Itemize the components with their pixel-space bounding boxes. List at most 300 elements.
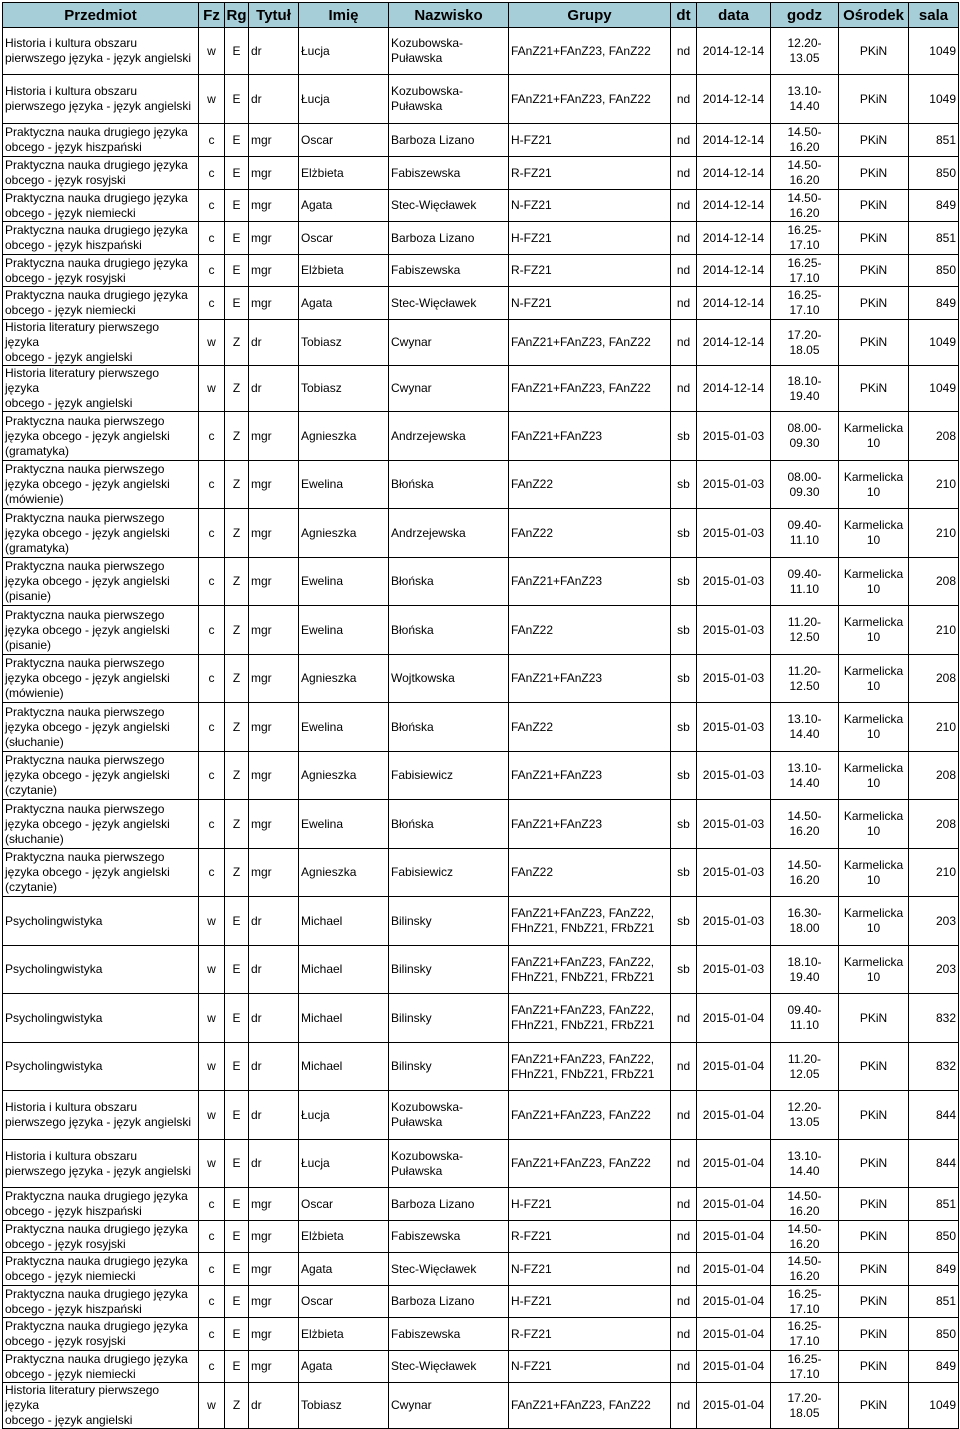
cell-rg: Z	[225, 800, 249, 849]
cell-fz: c	[199, 606, 225, 655]
cell-rg: Z	[225, 655, 249, 703]
cell-grupy: FAnZ22	[509, 606, 671, 655]
cell-fz: c	[199, 509, 225, 558]
cell-dt: sb	[671, 752, 697, 800]
cell-data: 2015-01-03	[697, 509, 771, 558]
cell-sala: 832	[909, 1043, 959, 1091]
cell-tytul: dr	[249, 1043, 299, 1091]
cell-fz: c	[199, 157, 225, 190]
cell-imie: Elżbieta	[299, 1221, 389, 1253]
cell-przedmiot: Historia i kultura obszaru pierwszego języka - język angielski	[3, 75, 199, 124]
cell-godz: 14.50-16.20	[771, 849, 839, 897]
cell-przedmiot: Praktyczna nauka drugiego języka obcego - język hiszpański	[3, 1188, 199, 1221]
cell-rg: E	[225, 897, 249, 946]
cell-tytul: dr	[249, 946, 299, 994]
cell-fz: w	[199, 320, 225, 366]
table-row	[3, 124, 959, 157]
cell-godz: 18.10-19.40	[771, 946, 839, 994]
cell-dt: nd	[671, 1253, 697, 1286]
cell-data: 2015-01-04	[697, 1318, 771, 1351]
cell-fz: c	[199, 287, 225, 320]
cell-tytul: dr	[249, 320, 299, 366]
cell-rg: Z	[225, 558, 249, 606]
cell-godz: 12.20-13.05	[771, 28, 839, 75]
cell-imie: Elżbieta	[299, 255, 389, 287]
cell-imie: Agnieszka	[299, 849, 389, 897]
table-row	[3, 255, 959, 287]
cell-osrodek: PKiN	[839, 1351, 909, 1383]
cell-imie: Agata	[299, 190, 389, 222]
cell-przedmiot: Praktyczna nauka pierwszego języka obcego - język angielski (gramatyka)	[3, 412, 199, 461]
cell-data: 2015-01-04	[697, 1383, 771, 1429]
cell-dt: nd	[671, 1188, 697, 1221]
cell-przedmiot: Praktyczna nauka pierwszego języka obcego - język angielski (pisanie)	[3, 558, 199, 606]
cell-tytul: mgr	[249, 509, 299, 558]
cell-grupy: FAnZ22	[509, 703, 671, 752]
cell-sala: 850	[909, 255, 959, 287]
cell-nazwisko: Barboza Lizano	[389, 124, 509, 157]
cell-osrodek: PKiN	[839, 124, 909, 157]
table-row	[3, 1383, 959, 1429]
table-row	[3, 1188, 959, 1221]
cell-grupy: FAnZ21+FAnZ23, FAnZ22	[509, 28, 671, 75]
cell-rg: Z	[225, 320, 249, 366]
cell-grupy: FAnZ21+FAnZ23	[509, 800, 671, 849]
cell-grupy: R-FZ21	[509, 1318, 671, 1351]
cell-dt: nd	[671, 1091, 697, 1140]
table-row	[3, 75, 959, 124]
cell-osrodek: PKiN	[839, 1188, 909, 1221]
cell-data: 2015-01-03	[697, 849, 771, 897]
cell-data: 2015-01-04	[697, 1221, 771, 1253]
cell-data: 2015-01-04	[697, 1253, 771, 1286]
cell-grupy: FAnZ21+FAnZ23, FAnZ22, FHnZ21, FNbZ21, FRbZ21	[509, 897, 671, 946]
cell-przedmiot: Praktyczna nauka drugiego języka obcego - język hiszpański	[3, 222, 199, 255]
cell-godz: 11.20-12.50	[771, 655, 839, 703]
cell-godz: 11.20-12.50	[771, 606, 839, 655]
cell-rg: E	[225, 1253, 249, 1286]
header-grupy: Grupy	[509, 3, 671, 28]
cell-fz: c	[199, 1188, 225, 1221]
cell-dt: sb	[671, 558, 697, 606]
cell-nazwisko: Fabiszewska	[389, 1318, 509, 1351]
cell-imie: Agnieszka	[299, 752, 389, 800]
header-tytul: Tytuł	[249, 3, 299, 28]
table-row	[3, 509, 959, 558]
cell-sala: 850	[909, 157, 959, 190]
cell-data: 2014-12-14	[697, 320, 771, 366]
cell-sala: 832	[909, 994, 959, 1043]
header-sala: sala	[909, 3, 959, 28]
cell-dt: sb	[671, 849, 697, 897]
cell-imie: Ewelina	[299, 800, 389, 849]
cell-data: 2014-12-14	[697, 222, 771, 255]
cell-przedmiot: Psycholingwistyka	[3, 1043, 199, 1091]
cell-dt: sb	[671, 800, 697, 849]
cell-data: 2015-01-04	[697, 1091, 771, 1140]
cell-fz: w	[199, 994, 225, 1043]
cell-sala: 851	[909, 1286, 959, 1318]
cell-osrodek: PKiN	[839, 1286, 909, 1318]
cell-grupy: FAnZ21+FAnZ23, FAnZ22	[509, 1140, 671, 1188]
cell-przedmiot: Praktyczna nauka pierwszego języka obcego - język angielski (mówienie)	[3, 461, 199, 509]
header-przedmiot: Przedmiot	[3, 3, 199, 28]
cell-rg: E	[225, 222, 249, 255]
cell-imie: Michael	[299, 897, 389, 946]
cell-grupy: H-FZ21	[509, 1286, 671, 1318]
cell-dt: nd	[671, 1351, 697, 1383]
cell-sala: 851	[909, 124, 959, 157]
cell-przedmiot: Praktyczna nauka drugiego języka obcego - język niemiecki	[3, 1351, 199, 1383]
cell-dt: sb	[671, 412, 697, 461]
cell-grupy: R-FZ21	[509, 157, 671, 190]
cell-godz: 13.10-14.40	[771, 75, 839, 124]
cell-fz: w	[199, 897, 225, 946]
header-data: data	[697, 3, 771, 28]
cell-tytul: mgr	[249, 157, 299, 190]
table-row	[3, 222, 959, 255]
table-row	[3, 849, 959, 897]
cell-data: 2015-01-03	[697, 752, 771, 800]
cell-nazwisko: Andrzejewska	[389, 509, 509, 558]
cell-imie: Tobiasz	[299, 320, 389, 366]
cell-godz: 16.25-17.10	[771, 1318, 839, 1351]
cell-nazwisko: Kozubowska- Puławska	[389, 28, 509, 75]
table-row	[3, 1253, 959, 1286]
cell-imie: Ewelina	[299, 558, 389, 606]
cell-fz: c	[199, 558, 225, 606]
cell-grupy: H-FZ21	[509, 124, 671, 157]
table-row	[3, 1286, 959, 1318]
cell-osrodek: PKiN	[839, 28, 909, 75]
cell-imie: Agnieszka	[299, 509, 389, 558]
table-row	[3, 897, 959, 946]
cell-dt: nd	[671, 1286, 697, 1318]
cell-grupy: H-FZ21	[509, 222, 671, 255]
cell-godz: 13.10-14.40	[771, 703, 839, 752]
cell-data: 2015-01-03	[697, 703, 771, 752]
cell-godz: 14.50-16.20	[771, 190, 839, 222]
cell-tytul: dr	[249, 75, 299, 124]
cell-dt: nd	[671, 1221, 697, 1253]
cell-grupy: FAnZ21+FAnZ23, FAnZ22	[509, 320, 671, 366]
cell-osrodek: Karmelicka 10	[839, 752, 909, 800]
cell-data: 2015-01-03	[697, 558, 771, 606]
cell-data: 2015-01-04	[697, 1140, 771, 1188]
table-row	[3, 320, 959, 366]
cell-rg: E	[225, 28, 249, 75]
cell-godz: 14.50-16.20	[771, 157, 839, 190]
cell-data: 2015-01-03	[697, 946, 771, 994]
cell-godz: 16.25-17.10	[771, 222, 839, 255]
cell-dt: sb	[671, 946, 697, 994]
cell-tytul: dr	[249, 28, 299, 75]
header-imie: Imię	[299, 3, 389, 28]
cell-przedmiot: Praktyczna nauka drugiego języka obcego - język niemiecki	[3, 287, 199, 320]
cell-imie: Michael	[299, 1043, 389, 1091]
cell-tytul: mgr	[249, 1351, 299, 1383]
cell-sala: 203	[909, 897, 959, 946]
cell-dt: nd	[671, 124, 697, 157]
cell-nazwisko: Fabiszewska	[389, 1221, 509, 1253]
cell-fz: c	[199, 1318, 225, 1351]
cell-rg: E	[225, 1318, 249, 1351]
cell-data: 2014-12-14	[697, 366, 771, 412]
cell-data: 2014-12-14	[697, 255, 771, 287]
cell-fz: c	[199, 849, 225, 897]
cell-przedmiot: Praktyczna nauka pierwszego języka obcego - język angielski (mówienie)	[3, 655, 199, 703]
cell-rg: E	[225, 1188, 249, 1221]
cell-sala: 210	[909, 461, 959, 509]
cell-nazwisko: Barboza Lizano	[389, 1286, 509, 1318]
cell-osrodek: Karmelicka 10	[839, 461, 909, 509]
table-row	[3, 994, 959, 1043]
cell-nazwisko: Wojtkowska	[389, 655, 509, 703]
cell-przedmiot: Historia i kultura obszaru pierwszego języka - język angielski	[3, 1091, 199, 1140]
cell-godz: 14.50-16.20	[771, 1188, 839, 1221]
cell-grupy: FAnZ21+FAnZ23, FAnZ22, FHnZ21, FNbZ21, FRbZ21	[509, 946, 671, 994]
cell-nazwisko: Błońska	[389, 558, 509, 606]
cell-osrodek: PKiN	[839, 366, 909, 412]
cell-data: 2014-12-14	[697, 75, 771, 124]
cell-sala: 1049	[909, 75, 959, 124]
cell-rg: E	[225, 1351, 249, 1383]
cell-data: 2015-01-03	[697, 897, 771, 946]
cell-data: 2014-12-14	[697, 287, 771, 320]
cell-grupy: N-FZ21	[509, 287, 671, 320]
cell-nazwisko: Fabiszewska	[389, 255, 509, 287]
cell-osrodek: Karmelicka 10	[839, 849, 909, 897]
table-row	[3, 1043, 959, 1091]
cell-imie: Agata	[299, 1253, 389, 1286]
cell-data: 2014-12-14	[697, 124, 771, 157]
cell-tytul: mgr	[249, 752, 299, 800]
cell-przedmiot: Psycholingwistyka	[3, 994, 199, 1043]
cell-przedmiot: Praktyczna nauka drugiego języka obcego - język niemiecki	[3, 1253, 199, 1286]
cell-rg: Z	[225, 412, 249, 461]
cell-fz: w	[199, 1383, 225, 1429]
cell-nazwisko: Fabisiewicz	[389, 752, 509, 800]
cell-dt: nd	[671, 366, 697, 412]
cell-fz: c	[199, 752, 225, 800]
cell-imie: Elżbieta	[299, 1318, 389, 1351]
cell-grupy: FAnZ21+FAnZ23	[509, 412, 671, 461]
cell-grupy: N-FZ21	[509, 1351, 671, 1383]
cell-sala: 1049	[909, 320, 959, 366]
cell-fz: w	[199, 28, 225, 75]
cell-imie: Tobiasz	[299, 1383, 389, 1429]
cell-sala: 844	[909, 1140, 959, 1188]
cell-tytul: mgr	[249, 190, 299, 222]
cell-nazwisko: Stec-Więcławek	[389, 1351, 509, 1383]
cell-rg: E	[225, 1221, 249, 1253]
cell-dt: nd	[671, 1383, 697, 1429]
cell-przedmiot: Historia literatury pierwszego języka obcego - język angielski	[3, 320, 199, 366]
cell-nazwisko: Bilinsky	[389, 994, 509, 1043]
cell-imie: Ewelina	[299, 461, 389, 509]
cell-godz: 16.25-17.10	[771, 255, 839, 287]
cell-tytul: mgr	[249, 1221, 299, 1253]
cell-rg: E	[225, 1091, 249, 1140]
cell-grupy: N-FZ21	[509, 1253, 671, 1286]
cell-grupy: FAnZ21+FAnZ23	[509, 655, 671, 703]
cell-przedmiot: Praktyczna nauka pierwszego języka obcego - język angielski (słuchanie)	[3, 800, 199, 849]
cell-godz: 16.25-17.10	[771, 287, 839, 320]
cell-nazwisko: Kozubowska- Puławska	[389, 75, 509, 124]
cell-osrodek: PKiN	[839, 994, 909, 1043]
cell-imie: Oscar	[299, 1188, 389, 1221]
cell-grupy: FAnZ21+FAnZ23, FAnZ22	[509, 1383, 671, 1429]
cell-rg: Z	[225, 366, 249, 412]
cell-nazwisko: Stec-Więcławek	[389, 190, 509, 222]
cell-osrodek: PKiN	[839, 1140, 909, 1188]
header-fz: Fz	[199, 3, 225, 28]
table-row	[3, 1140, 959, 1188]
table-row	[3, 1318, 959, 1351]
cell-imie: Michael	[299, 946, 389, 994]
cell-grupy: FAnZ22	[509, 461, 671, 509]
cell-imie: Elżbieta	[299, 157, 389, 190]
cell-fz: c	[199, 461, 225, 509]
cell-nazwisko: Barboza Lizano	[389, 1188, 509, 1221]
cell-osrodek: PKiN	[839, 1318, 909, 1351]
cell-rg: E	[225, 1286, 249, 1318]
cell-fz: w	[199, 366, 225, 412]
cell-osrodek: Karmelicka 10	[839, 509, 909, 558]
table-row	[3, 1351, 959, 1383]
cell-godz: 14.50-16.20	[771, 800, 839, 849]
cell-nazwisko: Fabisiewicz	[389, 849, 509, 897]
cell-data: 2015-01-04	[697, 994, 771, 1043]
cell-grupy: R-FZ21	[509, 1221, 671, 1253]
cell-przedmiot: Historia i kultura obszaru pierwszego języka - język angielski	[3, 1140, 199, 1188]
header-row	[3, 3, 959, 28]
cell-imie: Agata	[299, 1351, 389, 1383]
cell-fz: c	[199, 703, 225, 752]
header-nazwisko: Nazwisko	[389, 3, 509, 28]
cell-przedmiot: Praktyczna nauka drugiego języka obcego - język hiszpański	[3, 124, 199, 157]
cell-nazwisko: Stec-Więcławek	[389, 1253, 509, 1286]
cell-fz: w	[199, 1140, 225, 1188]
table-row	[3, 412, 959, 461]
cell-sala: 210	[909, 606, 959, 655]
cell-tytul: mgr	[249, 222, 299, 255]
cell-osrodek: Karmelicka 10	[839, 412, 909, 461]
cell-godz: 09.40-11.10	[771, 994, 839, 1043]
cell-imie: Oscar	[299, 1286, 389, 1318]
cell-grupy: FAnZ21+FAnZ23, FAnZ22, FHnZ21, FNbZ21, FRbZ21	[509, 994, 671, 1043]
cell-grupy: FAnZ21+FAnZ23	[509, 752, 671, 800]
cell-tytul: mgr	[249, 124, 299, 157]
cell-przedmiot: Historia literatury pierwszego języka obcego - język angielski	[3, 366, 199, 412]
cell-sala: 851	[909, 222, 959, 255]
cell-osrodek: PKiN	[839, 320, 909, 366]
cell-godz: 13.10-14.40	[771, 1140, 839, 1188]
cell-przedmiot: Praktyczna nauka drugiego języka obcego - język rosyjski	[3, 255, 199, 287]
table-row	[3, 287, 959, 320]
header-rg: Rg	[225, 3, 249, 28]
cell-osrodek: Karmelicka 10	[839, 897, 909, 946]
cell-godz: 14.50-16.20	[771, 124, 839, 157]
cell-przedmiot: Psycholingwistyka	[3, 897, 199, 946]
cell-przedmiot: Praktyczna nauka pierwszego języka obcego - język angielski (pisanie)	[3, 606, 199, 655]
cell-nazwisko: Błońska	[389, 606, 509, 655]
cell-sala: 208	[909, 558, 959, 606]
cell-przedmiot: Praktyczna nauka pierwszego języka obcego - język angielski (słuchanie)	[3, 703, 199, 752]
cell-fz: c	[199, 255, 225, 287]
cell-tytul: mgr	[249, 655, 299, 703]
cell-dt: sb	[671, 703, 697, 752]
cell-nazwisko: Cwynar	[389, 320, 509, 366]
table-row	[3, 366, 959, 412]
cell-fz: w	[199, 1043, 225, 1091]
cell-imie: Tobiasz	[299, 366, 389, 412]
cell-godz: 16.25-17.10	[771, 1286, 839, 1318]
cell-sala: 844	[909, 1091, 959, 1140]
cell-osrodek: Karmelicka 10	[839, 946, 909, 994]
header-godz: godz	[771, 3, 839, 28]
cell-data: 2015-01-04	[697, 1286, 771, 1318]
cell-dt: nd	[671, 1043, 697, 1091]
cell-data: 2015-01-03	[697, 655, 771, 703]
cell-dt: nd	[671, 1140, 697, 1188]
cell-rg: Z	[225, 703, 249, 752]
cell-dt: sb	[671, 655, 697, 703]
cell-rg: Z	[225, 606, 249, 655]
cell-rg: E	[225, 946, 249, 994]
table-row	[3, 157, 959, 190]
cell-grupy: FAnZ21+FAnZ23, FAnZ22	[509, 1091, 671, 1140]
cell-nazwisko: Kozubowska- Puławska	[389, 1091, 509, 1140]
cell-grupy: R-FZ21	[509, 255, 671, 287]
cell-dt: nd	[671, 287, 697, 320]
cell-tytul: mgr	[249, 800, 299, 849]
cell-przedmiot: Praktyczna nauka drugiego języka obcego - język niemiecki	[3, 190, 199, 222]
cell-osrodek: Karmelicka 10	[839, 558, 909, 606]
cell-rg: Z	[225, 461, 249, 509]
cell-tytul: mgr	[249, 558, 299, 606]
cell-nazwisko: Cwynar	[389, 366, 509, 412]
schedule-table	[2, 2, 959, 1429]
cell-sala: 1049	[909, 366, 959, 412]
cell-dt: sb	[671, 606, 697, 655]
header-dt: dt	[671, 3, 697, 28]
cell-grupy: FAnZ22	[509, 849, 671, 897]
cell-przedmiot: Historia i kultura obszaru pierwszego języka - język angielski	[3, 28, 199, 75]
cell-godz: 08.00-09.30	[771, 412, 839, 461]
cell-dt: nd	[671, 157, 697, 190]
cell-data: 2015-01-04	[697, 1188, 771, 1221]
cell-godz: 14.50-16.20	[771, 1221, 839, 1253]
cell-fz: c	[199, 1351, 225, 1383]
cell-dt: nd	[671, 75, 697, 124]
cell-grupy: FAnZ21+FAnZ23, FAnZ22	[509, 75, 671, 124]
cell-fz: w	[199, 1091, 225, 1140]
cell-nazwisko: Bilinsky	[389, 897, 509, 946]
table-row	[3, 752, 959, 800]
cell-grupy: FAnZ21+FAnZ23, FAnZ22, FHnZ21, FNbZ21, FRbZ21	[509, 1043, 671, 1091]
cell-data: 2015-01-04	[697, 1351, 771, 1383]
cell-fz: c	[199, 800, 225, 849]
table-row	[3, 558, 959, 606]
cell-nazwisko: Andrzejewska	[389, 412, 509, 461]
cell-rg: Z	[225, 752, 249, 800]
cell-imie: Agnieszka	[299, 655, 389, 703]
cell-nazwisko: Bilinsky	[389, 1043, 509, 1091]
cell-data: 2015-01-03	[697, 606, 771, 655]
cell-sala: 851	[909, 1188, 959, 1221]
cell-sala: 208	[909, 752, 959, 800]
